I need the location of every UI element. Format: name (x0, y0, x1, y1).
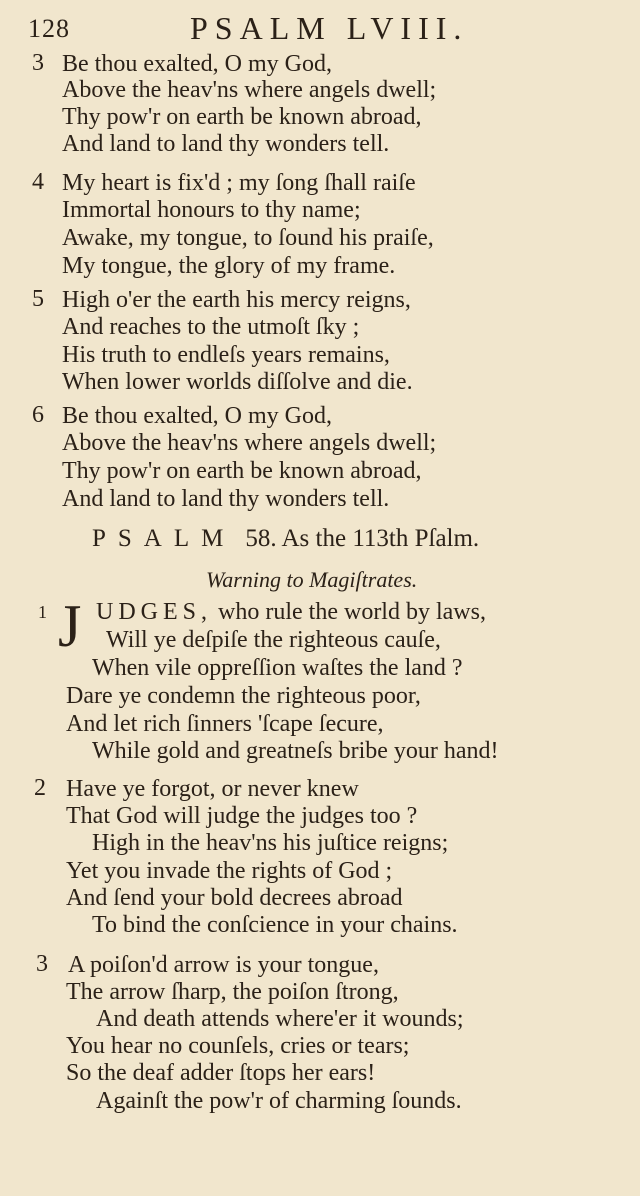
verse-line: A poiſon'd arrow is your tongue, (68, 952, 379, 978)
verse-line: High in the heav'ns his juſtice reigns; (92, 830, 449, 856)
stanza-number: 2 (34, 775, 46, 801)
verse-line: Be thou exalted, O my God, (62, 51, 332, 77)
psalm-heading-word: PSALM (92, 525, 236, 552)
stanza-number: 5 (32, 286, 44, 312)
verse-line: And death attends where'er it wounds; (96, 1006, 464, 1032)
verse-line: Have ye forgot, or never knew (66, 776, 359, 802)
verse-line: His truth to endleſs years remains, (62, 342, 390, 368)
drop-cap: J (58, 593, 82, 659)
verse-line: And land to land thy wonders tell. (62, 131, 390, 157)
psalm-subtitle: Warning to Magiſtrates. (206, 567, 418, 592)
verse-line: Above the heav'ns where angels dwell; (62, 430, 437, 456)
verse-line: Immortal honours to thy name; (62, 197, 361, 223)
verse-line: When vile oppreſſion waſtes the land ? (92, 655, 463, 681)
verse-line: Awake, my tongue, to ſound his praiſe, (62, 225, 434, 251)
verse-line: Above the heav'ns where angels dwell; (62, 77, 437, 103)
verse-line: You hear no counſels, cries or tears; (66, 1033, 410, 1059)
first-word: UDGES, (96, 599, 213, 625)
stanza-number: 3 (36, 951, 48, 977)
stanza-number: 3 (32, 50, 44, 76)
verse-line: And land to land thy wonders tell. (62, 486, 390, 512)
verse-line: My heart is fix'd ; my ſong ſhall raiſe (62, 170, 416, 196)
verse-line: And let rich ſinners 'ſcape ſecure, (66, 711, 384, 737)
verse-line: High o'er the earth his mercy reigns, (62, 287, 411, 313)
verse-line: The arrow ſharp, the poiſon ſtrong, (66, 979, 399, 1005)
verse-line: When lower worlds diſſolve and die. (62, 369, 413, 395)
verse-line: Yet you invade the rights of God ; (66, 858, 393, 884)
verse-line: Will ye deſpiſe the righteous cauſe, (106, 627, 441, 653)
first-line-rest: who rule the world by laws, (218, 599, 486, 625)
psalm-heading-rest: 58. As the 113th Pſalm. (245, 525, 480, 552)
running-head: PSALM LVIII. (190, 10, 469, 46)
verse-line: That God will judge the judges too ? (66, 803, 418, 829)
stanza-number: 4 (32, 169, 44, 195)
verse-line: And ſend your bold decrees abroad (66, 885, 403, 911)
verse-line: Be thou exalted, O my God, (62, 403, 332, 429)
verse-line: My tongue, the glory of my frame. (62, 253, 396, 279)
verse-line: Thy pow'r on earth be known abroad, (62, 104, 422, 130)
verse-line: Againſt the pow'r of charming ſounds. (96, 1088, 462, 1114)
stanza-number: 1 (38, 602, 47, 622)
page-number: 128 (28, 14, 70, 43)
verse-line: Thy pow'r on earth be known abroad, (62, 458, 422, 484)
page-header (0, 4, 640, 44)
verse-line-first (96, 598, 486, 626)
verse-line: So the deaf adder ſtops her ears! (66, 1060, 376, 1086)
verse-line: While gold and greatneſs bribe your hand! (92, 738, 499, 764)
verse-line: And reaches to the utmoſt ſky ; (62, 314, 360, 340)
psalm-heading (92, 525, 479, 553)
verse-line: To bind the conſcience in your chains. (92, 912, 458, 938)
stanza-number: 6 (32, 402, 44, 428)
verse-line: Dare ye condemn the righteous poor, (66, 683, 421, 709)
